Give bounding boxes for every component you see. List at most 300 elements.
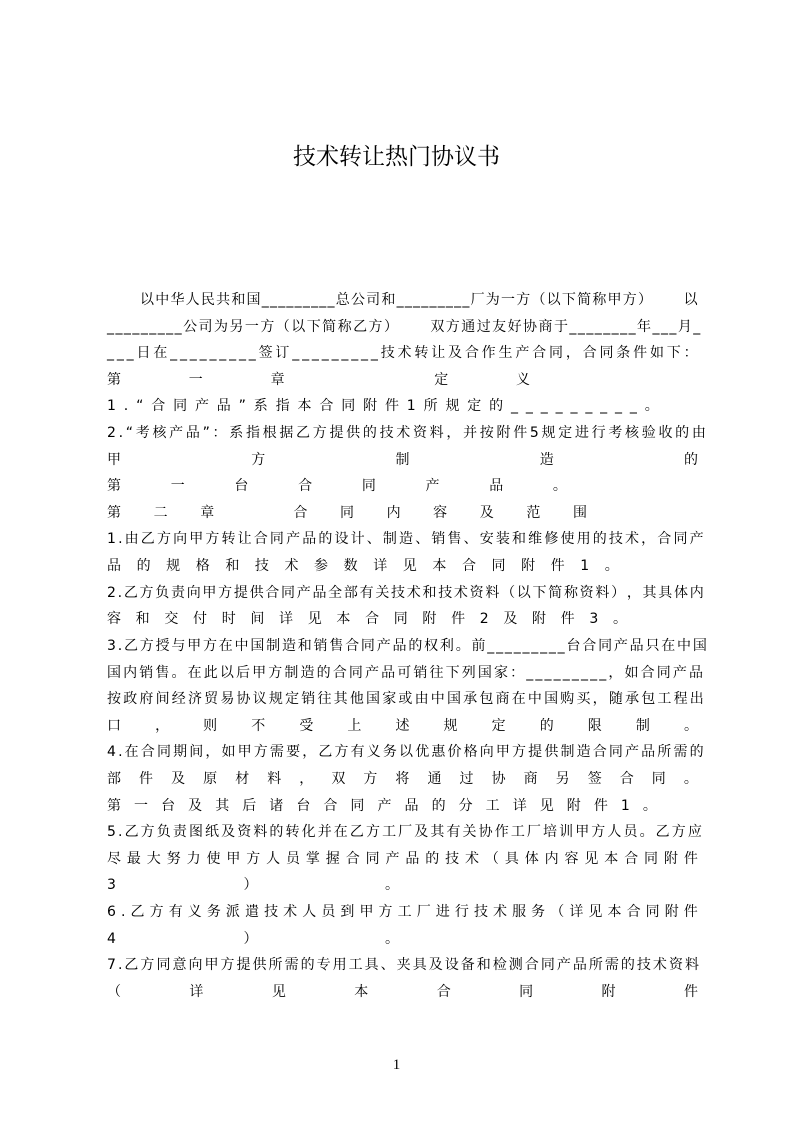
line-glyph: 供: [249, 584, 264, 601]
line-glyph: 方: [516, 292, 531, 308]
line-glyph: 交: [164, 611, 179, 628]
line-glyph: 资: [668, 957, 683, 974]
line-glyph: 人: [302, 904, 317, 921]
line-glyph: 范: [526, 504, 541, 521]
chapter-1-heading: [107, 367, 530, 394]
line-glyph: 品: [572, 957, 587, 974]
line-glyph: _: [331, 345, 339, 362]
line-glyph: _: [525, 398, 533, 415]
line-glyph: 件: [683, 983, 698, 1000]
line-glyph: 乙: [130, 904, 145, 921]
line-glyph: 格: [195, 558, 210, 575]
line-glyph: 本: [432, 558, 447, 575]
line-glyph: 合: [332, 664, 347, 681]
line-glyph: 为: [485, 292, 500, 308]
line-glyph: 务: [531, 904, 546, 921]
line-glyph: 附: [521, 558, 536, 575]
line-glyph: 国: [446, 691, 461, 708]
line-glyph: 术: [453, 584, 468, 601]
line-glyph: 规: [541, 425, 556, 442]
line-glyph: 以: [140, 292, 154, 308]
line-glyph: 内: [123, 664, 138, 681]
line-glyph: 据: [279, 425, 294, 442]
line-glyph: 详: [279, 611, 294, 628]
line-glyph: _: [590, 664, 598, 681]
line-glyph: 维: [528, 531, 543, 548]
line-glyph: 技: [445, 850, 460, 867]
line-glyph: ：: [683, 345, 698, 362]
line-glyph: 指: [275, 398, 290, 415]
line-glyph: 家: [382, 691, 397, 708]
line-glyph: 修: [544, 531, 559, 548]
line-glyph: 合: [592, 744, 607, 761]
line-glyph: 甲: [187, 637, 202, 654]
line-glyph: 他: [349, 691, 364, 708]
line-glyph: 件: [560, 611, 575, 628]
line-glyph: 台: [234, 478, 249, 495]
line-glyph: ：: [212, 425, 227, 442]
line-glyph: 司: [366, 292, 381, 308]
line-glyph: _: [179, 345, 187, 362]
line-glyph: _: [487, 637, 495, 654]
line-glyph: 述: [395, 717, 410, 734]
line-glyph: 签: [587, 770, 602, 787]
line-glyph: _: [628, 318, 636, 335]
line-glyph: 收: [658, 425, 673, 442]
line-glyph: 定: [434, 371, 449, 388]
line-glyph: 材: [235, 770, 250, 787]
line-glyph: .: [118, 824, 123, 841]
line-glyph: 的: [316, 664, 331, 681]
line-glyph: _: [594, 318, 602, 335]
line-glyph: 作: [494, 824, 509, 841]
line-glyph: 商: [538, 318, 553, 335]
line-glyph: 1: [406, 398, 416, 415]
line-glyph: 。: [642, 797, 657, 814]
line-glyph: 工: [397, 904, 412, 921]
line-glyph: 合: [140, 744, 155, 761]
line-glyph: 备: [460, 957, 475, 974]
line-glyph: 向: [186, 584, 201, 601]
line-glyph: 指: [245, 425, 260, 442]
line-glyph: 围: [572, 504, 587, 521]
line-glyph: ，: [299, 770, 314, 787]
line-glyph: 同: [393, 611, 408, 628]
line-glyph: 产: [556, 957, 571, 974]
line-glyph: 资: [579, 584, 594, 601]
line-glyph: 技: [636, 957, 651, 974]
line-glyph: 合: [436, 983, 451, 1000]
line-glyph: _: [404, 292, 412, 308]
line-glyph: 技: [608, 531, 623, 548]
line-glyph: 同: [173, 398, 188, 415]
line-glyph: 意: [172, 957, 187, 974]
line-glyph: 中: [155, 292, 170, 308]
line-glyph: 提: [329, 425, 344, 442]
line-glyph: 下: [561, 292, 576, 308]
line-glyph: 件: [139, 770, 154, 787]
line-glyph: 甲: [607, 292, 622, 308]
line-glyph: ）: [243, 930, 258, 947]
line-glyph: _: [116, 345, 124, 362]
scope-clause-5-line-2: [107, 846, 698, 873]
line-glyph: 包: [641, 691, 656, 708]
line-glyph: 品: [689, 664, 703, 681]
line-glyph: .: [117, 957, 123, 974]
line-glyph: 总: [335, 292, 350, 308]
line-glyph: 合: [619, 770, 634, 787]
line-glyph: 术: [406, 584, 421, 601]
line-glyph: 商: [495, 691, 510, 708]
line-glyph: 品: [404, 797, 419, 814]
line-glyph: 让: [237, 531, 252, 548]
chapter-2-heading: [107, 500, 587, 527]
line-glyph: 甲: [575, 824, 590, 841]
line-glyph: 在: [124, 744, 139, 761]
line-glyph: 合: [640, 664, 655, 681]
line-glyph: 。: [612, 611, 627, 628]
line-glyph: 随: [608, 691, 623, 708]
line-glyph: 年: [637, 318, 652, 335]
line-glyph: 、: [463, 531, 478, 548]
line-glyph: 日: [136, 345, 151, 362]
line-glyph: 方: [334, 744, 349, 761]
line-glyph: 使: [560, 531, 575, 548]
line-glyph: 具: [658, 584, 673, 601]
line-glyph: 3: [107, 877, 116, 894]
line-glyph: 甲: [226, 850, 241, 867]
line-glyph: 部: [343, 584, 358, 601]
line-glyph: 资: [469, 584, 484, 601]
definition-2-line-3: [107, 473, 567, 500]
line-glyph: 一: [134, 797, 149, 814]
line-glyph: 乙: [140, 531, 155, 548]
line-glyph: 品: [489, 478, 504, 495]
scope-clause-5-line-1: [107, 819, 702, 846]
line-glyph: 制: [266, 637, 281, 654]
line-glyph: 参: [314, 558, 329, 575]
line-glyph: 并: [463, 425, 478, 442]
line-glyph: 及: [221, 824, 236, 841]
line-glyph: 甲: [204, 957, 219, 974]
line-glyph: 提: [528, 744, 543, 761]
line-glyph: 乙: [123, 584, 138, 601]
line-glyph: 供: [252, 957, 267, 974]
line-glyph: 同: [644, 850, 659, 867]
line-glyph: 甲: [202, 584, 217, 601]
scope-clause-3-line-3: [107, 686, 704, 713]
line-glyph: 产: [672, 664, 687, 681]
line-glyph: 合: [461, 558, 476, 575]
line-glyph: 中: [430, 691, 445, 708]
line-glyph: 厂: [470, 292, 485, 308]
line-glyph: 考: [135, 425, 150, 442]
line-glyph: _: [302, 292, 310, 308]
line-glyph: 义: [187, 904, 202, 921]
line-glyph: 售: [155, 664, 170, 681]
line-glyph: 方: [202, 637, 217, 654]
line-glyph: 过: [476, 318, 491, 335]
line-glyph: 的: [689, 744, 704, 761]
line-glyph: 在: [333, 824, 348, 841]
line-glyph: 见: [271, 983, 286, 1000]
line-glyph: 向: [479, 744, 494, 761]
line-glyph: 间: [155, 691, 170, 708]
line-glyph: 。: [384, 930, 399, 947]
line-glyph: 供: [346, 425, 361, 442]
line-glyph: 和: [422, 584, 437, 601]
line-glyph: 计: [350, 531, 365, 548]
line-glyph: 国: [544, 691, 559, 708]
line-glyph: “: [136, 398, 144, 415]
line-glyph: 承: [625, 691, 639, 708]
scope-clause-2-line-2: [107, 606, 627, 633]
line-glyph: 。: [552, 478, 567, 495]
line-glyph: _: [531, 637, 539, 654]
line-glyph: 遣: [245, 904, 259, 921]
line-glyph: 服: [512, 904, 527, 921]
line-glyph: 向: [173, 531, 188, 548]
line-glyph: 可: [397, 664, 412, 681]
line-glyph: 和: [231, 292, 246, 308]
line-glyph: 的: [539, 717, 554, 734]
line-glyph: 此: [203, 664, 218, 681]
line-glyph: 容: [107, 611, 121, 628]
line-glyph: 间: [189, 744, 204, 761]
line-glyph: ，: [592, 691, 607, 708]
line-glyph: 共: [216, 292, 231, 308]
line-glyph: 中: [677, 637, 692, 654]
line-glyph: 附: [663, 850, 678, 867]
line-glyph: 的: [136, 558, 151, 575]
line-glyph: _: [454, 292, 462, 308]
line-glyph: 厂: [416, 904, 431, 921]
line-glyph: 如: [624, 664, 639, 681]
line-glyph: 公: [183, 318, 198, 335]
line-glyph: .: [117, 637, 123, 654]
line-glyph: _: [586, 318, 594, 335]
line-glyph: 所: [423, 398, 438, 415]
line-glyph: 同: [673, 531, 688, 548]
line-glyph: 和: [135, 611, 150, 628]
document-title: 技术转让热门协议书: [293, 144, 500, 170]
line-glyph: 件: [451, 611, 466, 628]
line-glyph: _: [174, 318, 182, 335]
line-glyph: _: [504, 637, 512, 654]
line-glyph: 2: [107, 425, 116, 442]
line-glyph: 规: [166, 558, 181, 575]
line-glyph: 在: [187, 664, 202, 681]
line-glyph: 有: [446, 824, 461, 841]
line-glyph: _: [229, 345, 237, 362]
line-glyph: .: [118, 425, 124, 442]
line-glyph: 甲: [237, 744, 252, 761]
line-glyph: 品: [216, 398, 231, 415]
line-glyph: 规: [443, 717, 458, 734]
line-glyph: 考: [608, 425, 623, 442]
line-glyph: _: [294, 292, 302, 308]
line-glyph: 简: [322, 318, 337, 335]
line-glyph: 技: [254, 558, 269, 575]
line-glyph: 。: [384, 877, 399, 894]
line-glyph: 第: [107, 478, 121, 495]
line-glyph: 方: [622, 292, 637, 308]
line-glyph: 供: [544, 744, 559, 761]
line-glyph: ）: [611, 584, 626, 601]
line-glyph: 详: [512, 797, 527, 814]
line-glyph: 合: [624, 850, 639, 867]
line-glyph: 另: [229, 318, 244, 335]
line-glyph: 技: [379, 425, 394, 442]
line-glyph: _: [132, 318, 140, 335]
line-glyph: 本: [336, 611, 351, 628]
line-glyph: 方: [246, 850, 261, 867]
line-glyph: 将: [395, 770, 410, 787]
line-glyph: 1: [107, 531, 116, 548]
line-glyph: 按: [107, 691, 121, 708]
line-glyph: 2: [107, 584, 116, 601]
line-glyph: 3: [589, 611, 599, 628]
line-glyph: 通: [461, 318, 476, 335]
line-glyph: 分: [458, 797, 473, 814]
line-glyph: 容: [564, 850, 579, 867]
line-glyph: 全: [328, 584, 343, 601]
line-glyph: 7: [107, 957, 116, 974]
line-glyph: 本: [607, 904, 622, 921]
line-glyph: 乙: [123, 637, 138, 654]
line-glyph: 合: [582, 345, 597, 362]
line-glyph: 关: [375, 584, 390, 601]
line-glyph: 见: [539, 797, 554, 814]
line-glyph: 品: [312, 584, 327, 601]
line-glyph: _: [421, 292, 429, 308]
line-glyph: 术: [493, 904, 508, 921]
line-glyph: 方: [368, 318, 383, 335]
line-glyph: ）: [637, 292, 652, 308]
line-glyph: 同: [365, 850, 380, 867]
line-glyph: 详: [373, 558, 388, 575]
line-glyph: 。: [683, 717, 698, 734]
line-glyph: 由: [124, 531, 139, 548]
line-glyph: 产: [377, 797, 392, 814]
line-glyph: 生: [498, 345, 513, 362]
line-glyph: 用: [332, 957, 347, 974]
line-glyph: 下: [306, 318, 321, 335]
line-glyph: ，: [565, 345, 580, 362]
line-glyph: 同: [350, 797, 365, 814]
line-glyph: 同: [348, 664, 363, 681]
line-glyph: 2: [479, 611, 489, 628]
line-glyph: 好: [507, 318, 522, 335]
line-glyph: 厂: [398, 824, 413, 841]
line-glyph: ）: [383, 318, 398, 335]
line-glyph: 进: [435, 904, 450, 921]
line-glyph: 方: [378, 904, 393, 921]
line-glyph: 协: [478, 824, 493, 841]
line-glyph: 另: [555, 770, 570, 787]
line-glyph: ，: [626, 584, 641, 601]
line-glyph: 只: [645, 637, 660, 654]
line-glyph: 方: [312, 425, 327, 442]
line-glyph: 月: [677, 318, 692, 335]
line-glyph: 方: [149, 904, 164, 921]
line-glyph: 方: [253, 744, 268, 761]
line-glyph: 品: [107, 558, 121, 575]
line-glyph: 转: [414, 345, 429, 362]
line-glyph: 产: [376, 637, 391, 654]
line-glyph: 件: [513, 425, 528, 442]
line-glyph: 如: [221, 744, 236, 761]
line-glyph: 4: [107, 744, 116, 761]
line-glyph: 技: [264, 904, 279, 921]
line-glyph: 要: [286, 744, 301, 761]
line-glyph: _: [209, 345, 217, 362]
line-glyph: 附: [601, 983, 616, 1000]
line-glyph: ）: [243, 877, 258, 894]
line-glyph: _: [269, 292, 277, 308]
line-glyph: 努: [166, 850, 181, 867]
line-glyph: 具: [504, 850, 519, 867]
line-glyph: _: [413, 292, 421, 308]
line-glyph: 测: [508, 957, 523, 974]
line-glyph: 利: [439, 637, 454, 654]
line-glyph: 作: [481, 345, 496, 362]
line-glyph: _: [189, 345, 197, 362]
line-glyph: 本: [604, 850, 619, 867]
line-glyph: 体: [673, 584, 688, 601]
line-glyph: 方: [251, 451, 266, 468]
line-glyph: 国: [477, 664, 492, 681]
line-glyph: 的: [300, 957, 315, 974]
line-glyph: 方: [220, 957, 235, 974]
line-glyph: 检: [492, 957, 507, 974]
line-glyph: _: [540, 398, 548, 415]
line-glyph: 诸: [269, 797, 284, 814]
line-glyph: 品: [185, 425, 200, 442]
line-glyph: _: [292, 345, 300, 362]
line-glyph: 附: [664, 904, 679, 921]
line-glyph: 同: [156, 957, 171, 974]
line-glyph: [415, 314, 429, 341]
line-glyph: _: [577, 318, 585, 335]
line-glyph: [247, 500, 261, 527]
line-glyph: _: [278, 292, 286, 308]
line-glyph: 。: [683, 770, 698, 787]
line-glyph: 料: [595, 584, 610, 601]
definition-1-line-1: [107, 393, 659, 420]
line-glyph: （: [107, 983, 121, 1000]
line-glyph: 设: [334, 531, 349, 548]
line-glyph: 及: [428, 957, 443, 974]
line-glyph: _: [585, 398, 593, 415]
line-glyph: 及: [171, 770, 186, 787]
line-glyph: _: [620, 318, 628, 335]
line-glyph: 在: [511, 691, 526, 708]
line-glyph: 件: [384, 398, 399, 415]
line-glyph: 资: [237, 824, 252, 841]
line-glyph: 售: [447, 531, 462, 548]
line-glyph: 所: [588, 957, 603, 974]
line-glyph: 章: [270, 371, 285, 388]
line-glyph: 人: [607, 824, 622, 841]
line-glyph: [668, 287, 682, 314]
line-glyph: 二: [153, 504, 168, 521]
line-glyph: 一: [188, 371, 203, 388]
line-glyph: _: [511, 398, 519, 415]
line-glyph: 根: [262, 425, 277, 442]
line-glyph: 同: [491, 558, 506, 575]
line-glyph: 。: [171, 664, 186, 681]
